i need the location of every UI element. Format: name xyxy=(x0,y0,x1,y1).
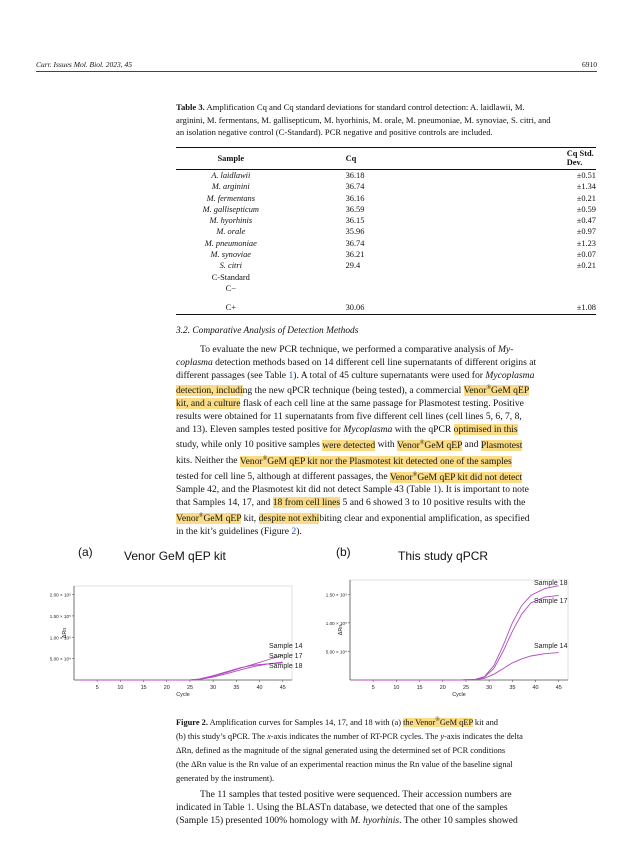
cell-sd: ±1.34 xyxy=(576,182,596,192)
cell-cq: 36.74 xyxy=(345,182,365,192)
cell-cq: 35.96 xyxy=(345,227,365,237)
series-line-sample-17 xyxy=(355,595,559,680)
cq-table xyxy=(176,147,596,315)
col-header-sd: Cq Std. Dev. xyxy=(497,148,596,170)
body-line: detection, including the new qPCR technique (being tested), a commercial Venor®GeM qEP xyxy=(176,385,530,397)
body-line: Venor®GeM qEP kit, despite not exhibiting clear and exponential amplification, as specified xyxy=(176,512,530,524)
table-caption xyxy=(176,101,600,139)
legend-label: Sample 17 xyxy=(269,653,303,660)
cell-sample: M. orale xyxy=(216,227,246,237)
cell-sample: S. citri xyxy=(219,261,242,271)
closing-paragraph xyxy=(176,789,599,827)
cell-sd: ±0.97 xyxy=(576,227,596,237)
chart-a xyxy=(30,568,320,706)
y-tick-label: 5.00 × 10⁴ xyxy=(325,649,347,655)
x-tick-label: 45 xyxy=(555,685,562,691)
x-tick-label: 15 xyxy=(416,685,423,691)
col-header-sample: Sample xyxy=(176,148,286,170)
table-row xyxy=(176,193,596,204)
cell-sample: M. fermentans xyxy=(206,193,255,203)
x-tick-label: 45 xyxy=(279,685,286,691)
cell-sample: M. synoviae xyxy=(210,250,252,260)
body-line: To evaluate the new PCR technique, we performed a comparative analysis of My- xyxy=(200,344,514,355)
table-caption-line: an isolation negative control (C-Standard). PCR negative and positive controls are included. xyxy=(176,127,493,138)
x-tick-label: 20 xyxy=(163,685,170,691)
x-tick-label: 25 xyxy=(186,685,193,691)
cell-sd: ±0.47 xyxy=(576,216,596,226)
body-paragraph xyxy=(176,344,599,538)
table-caption-line: arginini, M. fermentans, M. gallisepticum, M. hyorhinis, M. orale, M. pneumoniae, M. synoviae, S. citri, and xyxy=(176,114,551,125)
cell-sd: ±0.21 xyxy=(576,261,596,271)
x-tick-label: 30 xyxy=(486,685,493,691)
x-tick-label: 30 xyxy=(210,685,217,691)
y-axis-label: ΔRn xyxy=(62,627,68,639)
body-line: coplasma detection methods based on 14 different cell line supernatants of different origins at xyxy=(176,356,537,368)
cell-cq: 36.59 xyxy=(345,204,365,214)
x-tick-label: 10 xyxy=(117,685,124,691)
table-row xyxy=(176,249,596,260)
cell-sd: ±0.21 xyxy=(576,193,596,203)
page-number: 6910 xyxy=(582,60,597,69)
x-tick-label: 25 xyxy=(462,685,469,691)
cell-sample: M. gallisepticum xyxy=(202,204,259,214)
x-tick-label: 40 xyxy=(532,685,539,691)
cell-sd: ±0.07 xyxy=(576,250,596,260)
cell-sample: C− xyxy=(225,283,236,293)
x-tick-label: 40 xyxy=(256,685,263,691)
x-tick-label: 10 xyxy=(393,685,400,691)
panel-a-tag: (a) xyxy=(78,545,93,559)
x-axis-label: Cycle xyxy=(176,692,190,698)
x-tick-label: 5 xyxy=(371,685,375,691)
cell-cq xyxy=(286,272,497,283)
chart-b xyxy=(306,568,596,706)
body-line: tested for cell line 5, although at different passages, the Venor®GeM qEP kit did not detect xyxy=(176,471,523,483)
table-row xyxy=(176,260,596,271)
table-caption-line: Amplification Cq and Cq standard deviations for standard control detection: A. laidlawii, M. xyxy=(204,102,525,112)
cell-sd xyxy=(497,272,596,283)
caption-line: (b) this study’s qPCR. The x-axis indicates the number of RT-PCR cycles. The y-axis indicates the delta xyxy=(176,731,523,741)
table-row xyxy=(176,283,596,294)
legend-label: Sample 18 xyxy=(269,663,303,670)
cell-sd: ±1.08 xyxy=(497,294,596,314)
caption-line: Figure 2. Amplification curves for Samples 14, 17, and 18 with (a) the Venor®GeM qEP kit and xyxy=(176,717,498,727)
body-line: that Samples 14, 17, and 18 from cell lines 5 and 6 showed 3 to 10 positive results with the xyxy=(176,497,526,508)
body-line: kits. Neither the Venor®GeM qEP kit nor the Plasmotest kit detected one of the samples xyxy=(176,455,512,467)
x-tick-label: 35 xyxy=(509,685,516,691)
caption-line: (the ΔRn value is the Rn value of an experimental reaction minus the Rn value of the baseline signal xyxy=(176,759,513,769)
cell-sd xyxy=(497,283,596,294)
cell-cq: 36.18 xyxy=(345,171,365,180)
table-row xyxy=(176,215,596,226)
panel-b-title: This study qPCR xyxy=(398,549,489,563)
cell-cq: 30.06 xyxy=(286,294,497,314)
closing-line: indicated in Table 1. Using the BLASTn database, we detected that one of the samples xyxy=(176,801,508,813)
body-line: Sample 42, and the Plasmotest kit did not detect Sample 43 (Table 1). It is important to note xyxy=(176,484,529,496)
table-header-row xyxy=(176,148,596,170)
legend-label: Sample 14 xyxy=(269,643,303,650)
table-row xyxy=(176,204,596,215)
x-axis-label: Cycle xyxy=(452,692,466,698)
cell-cq: 36.21 xyxy=(345,250,365,260)
body-line: in the kit’s guidelines (Figure 2). xyxy=(176,525,302,537)
plot-frame xyxy=(350,580,568,680)
cell-sample: M. arginini xyxy=(211,182,250,192)
col-header-cq: Cq xyxy=(286,148,497,170)
body-line: different passages (see Table 1). A total of 45 culture supernatants were used for Mycoplasma xyxy=(176,369,535,381)
y-tick-label: 1.00 × 10⁵ xyxy=(325,620,347,626)
table-row xyxy=(176,294,596,314)
y-tick-label: 5.00 × 10⁴ xyxy=(49,656,71,662)
cell-sd: ±1.23 xyxy=(576,238,596,248)
legend-label: Sample 18 xyxy=(534,580,568,587)
cell-sample: M. hyorhinis xyxy=(209,216,253,226)
x-tick-label: 5 xyxy=(95,685,99,691)
x-tick-label: 15 xyxy=(140,685,147,691)
table-row xyxy=(176,170,596,182)
table-row xyxy=(176,226,596,237)
panel-a-title: Venor GeM qEP kit xyxy=(124,549,226,563)
series-line-sample-18 xyxy=(355,586,559,680)
series-line-sample-14 xyxy=(355,653,559,680)
caption-line: generated by the instrument). xyxy=(176,773,275,783)
x-tick-label: 35 xyxy=(233,685,240,691)
cell-sample: M. pneumoniae xyxy=(204,238,257,248)
cell-cq: 36.74 xyxy=(345,238,365,248)
journal-header: Curr. Issues Mol. Biol. 2023, 45 xyxy=(36,60,133,69)
x-tick-label: 20 xyxy=(439,685,446,691)
series-line-sample-18 xyxy=(79,663,283,680)
closing-line: The 11 samples that tested positive were sequenced. Their accession numbers are xyxy=(200,789,512,800)
table-row xyxy=(176,181,596,192)
table-label: Table 3. xyxy=(176,102,205,112)
cell-sd: ±0.51 xyxy=(576,171,596,180)
legend-label: Sample 14 xyxy=(534,643,568,650)
body-line: kit, and a culture flask of each cell line at the same passage for Plasmotest testing. Positive xyxy=(176,398,524,410)
cell-cq: 36.16 xyxy=(345,193,365,203)
section-heading: 3.2. Comparative Analysis of Detection Methods xyxy=(176,326,359,336)
panel-b-tag: (b) xyxy=(336,545,351,559)
y-tick-label: 1.50 × 10⁵ xyxy=(325,592,347,598)
y-axis-label: ΔRn xyxy=(338,624,344,636)
body-line: results were obtained for 11 supernatants from five different cell lines (cell lines 5, 6, 7, 8, xyxy=(176,410,522,422)
figure-caption xyxy=(176,713,600,786)
closing-line: (Sample 15) presented 100% homology with M. hyorhinis. The other 10 samples showed xyxy=(176,814,518,826)
table-row xyxy=(176,238,596,249)
cell-cq: 36.15 xyxy=(345,216,365,226)
body-line: and 13). Eleven samples tested positive for Mycoplasma with the qPCR optimised in this xyxy=(176,423,518,435)
cell-sample: A. laidlawii xyxy=(211,171,251,180)
body-line: study, while only 10 positive samples were detected with Venor®GeM qEP and Plasmotest xyxy=(176,439,523,451)
cell-cq xyxy=(286,283,497,294)
cell-sd: ±0.59 xyxy=(576,204,596,214)
y-tick-label: 2.00 × 10⁵ xyxy=(49,592,71,598)
table-row xyxy=(176,272,596,283)
y-tick-label: 1.50 × 10⁵ xyxy=(49,613,71,619)
cell-sample: C+ xyxy=(176,294,286,314)
header-rule xyxy=(36,71,597,72)
cell-cq: 29.4 xyxy=(345,261,361,271)
legend-label: Sample 17 xyxy=(534,598,568,605)
cell-sample: C-Standard xyxy=(211,272,250,282)
y-tick-label: 1.00 × 10⁵ xyxy=(49,635,71,641)
caption-line: ΔRn, defined as the magnitude of the signal generated using the determined set of PCR conditions xyxy=(176,745,506,755)
series-line-sample-14 xyxy=(79,655,283,680)
